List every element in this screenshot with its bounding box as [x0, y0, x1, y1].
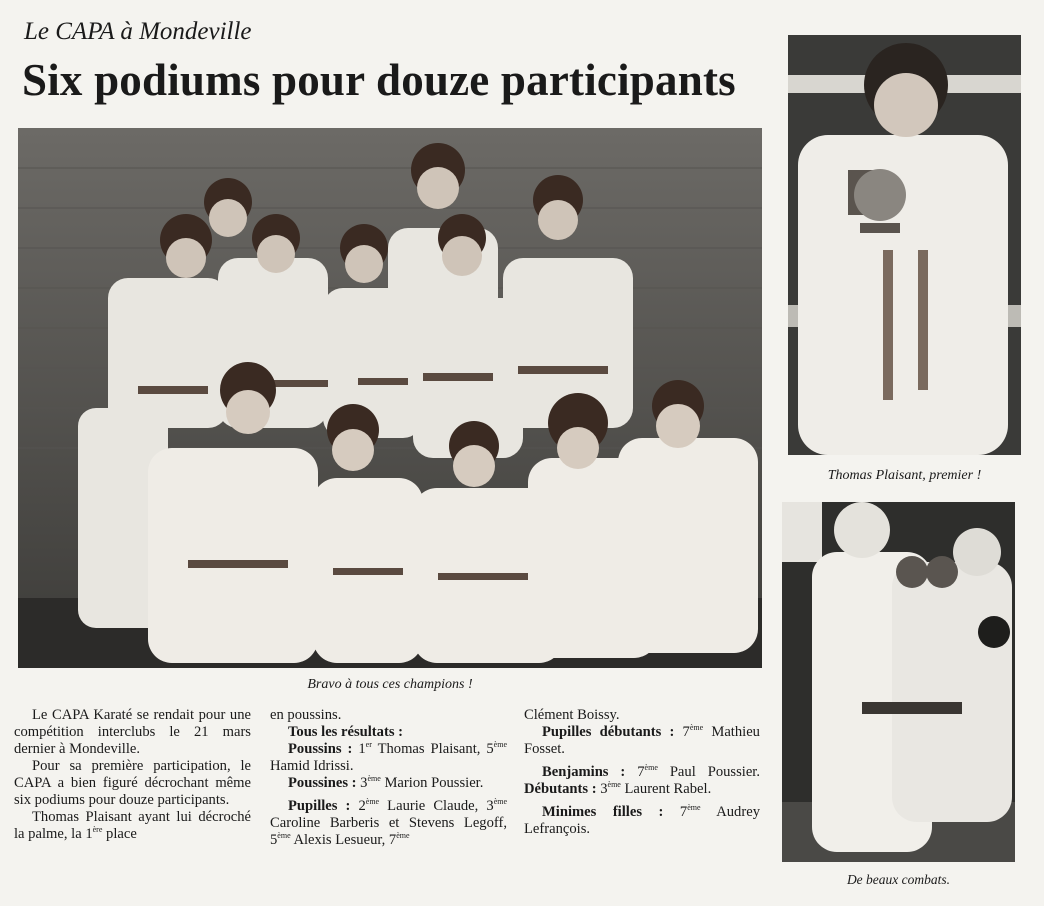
article-column-1 [14, 707, 251, 843]
results-title: Tous les résultats : [288, 724, 404, 740]
result-pupilles-debutants: Pupilles débutants : 7ème Mathieu Fosset. [524, 723, 760, 757]
result-poussines: Poussines : 3ème Marion Poussier. [288, 774, 484, 791]
combat-photo [782, 502, 1015, 862]
group-photo [18, 128, 762, 668]
col1-paragraph-3: Thomas Plaisant ayant lui décroché la palme, la 1ère place [14, 809, 251, 842]
article-column-3 [524, 707, 760, 838]
result-poussins: Poussins : 1er Thomas Plaisant, 5ème Hamid Idrissi. [270, 740, 507, 774]
article-kicker: Le CAPA à Mondeville [24, 18, 252, 45]
col2-intro: en poussins. [270, 707, 342, 723]
winner-photo [788, 35, 1021, 455]
result-minimes-filles: Minimes filles : 7ème Audrey Lefrançois. [524, 803, 760, 837]
combat-photo-caption: De beaux combats. [846, 872, 951, 887]
col3-intro: Clément Boissy. [524, 707, 620, 723]
result-benjamins: Benjamins : 7ème Paul Poussier. Débutants : 3ème Laurent Rabel. [524, 763, 761, 797]
col1-paragraph-2: Pour sa première participation, le CAPA a bien figuré décrochant même six podiums pour douze participants. [14, 758, 251, 808]
winner-photo-caption: Thomas Plaisant, premier ! [827, 468, 982, 483]
result-pupilles: Pupilles : 2ème Laurie Claude, 3ème Caroline Barberis et Stevens Legoff, 5ème Alexis Lesueur, 7ème [270, 797, 508, 848]
article-column-2 [270, 707, 507, 849]
col1-paragraph-1: Le CAPA Karaté se rendait pour une compétition interclubs le 21 mars dernier à Mondeville. [14, 707, 251, 757]
article-headline: Six podiums pour douze participants [22, 55, 736, 105]
main-photo-caption: Bravo à tous ces champions ! [307, 677, 473, 692]
